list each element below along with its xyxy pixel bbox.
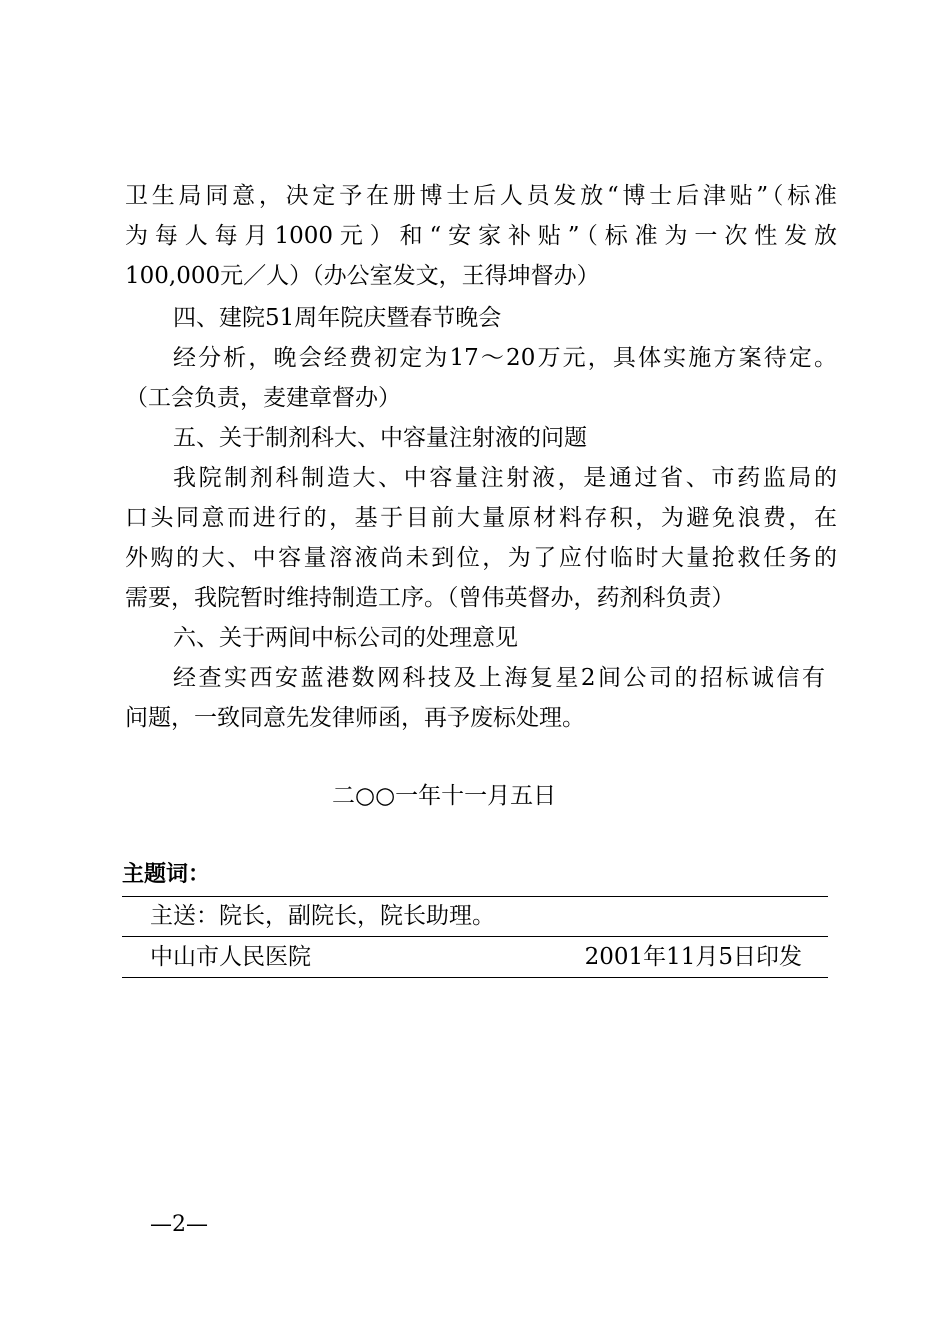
section-heading-5: 五、关于制剂科大、中容量注射液的问题 — [173, 425, 587, 451]
issue-date: 2001年11月5日印发 — [584, 944, 802, 970]
issuer-name: 中山市人民医院 — [150, 944, 311, 970]
subject-label: 主题词： — [122, 862, 211, 887]
body-line-9: 口头同意而进行的，基于目前大量原材料存积，为避免浪费，在 — [125, 505, 837, 531]
body-line-3: 100,000元／人）（办公室发文，王得坤督办） — [125, 263, 600, 289]
body-line-6: （工会负责，麦建章督办） — [125, 385, 401, 411]
body-line-11: 需要，我院暂时维持制造工序。（曾伟英督办，药剂科负责） — [125, 585, 735, 611]
body-line-1: 卫生局同意，决定予在册博士后人员发放“博士后津贴”（标准 — [125, 183, 837, 209]
body-line-5: 经分析，晚会经费初定为17～20万元，具体实施方案待定。 — [173, 345, 837, 371]
body-line-2: 为每人每月1000元）和“安家补贴”（标准为一次性发放 — [125, 223, 837, 249]
document-date: 二○○一年十一月五日 — [332, 783, 557, 809]
section-heading-4: 四、建院51周年院庆暨春节晚会 — [173, 305, 502, 331]
cc-line: 主送：院长，副院长，院长助理。 — [150, 903, 495, 929]
divider-top — [122, 896, 828, 897]
body-line-13: 经查实西安蓝港数网科技及上海复星2间公司的招标诚信有 — [173, 665, 825, 691]
body-line-8: 我院制剂科制造大、中容量注射液，是通过省、市药监局的 — [173, 465, 837, 491]
section-heading-6: 六、关于两间中标公司的处理意见 — [173, 625, 518, 651]
page-number: —2— — [150, 1212, 208, 1237]
divider-middle — [122, 936, 828, 937]
divider-bottom — [122, 977, 828, 978]
body-line-10: 外购的大、中容量溶液尚未到位，为了应付临时大量抢救任务的 — [125, 545, 837, 571]
body-line-14: 问题，一致同意先发律师函，再予废标处理。 — [125, 705, 585, 731]
